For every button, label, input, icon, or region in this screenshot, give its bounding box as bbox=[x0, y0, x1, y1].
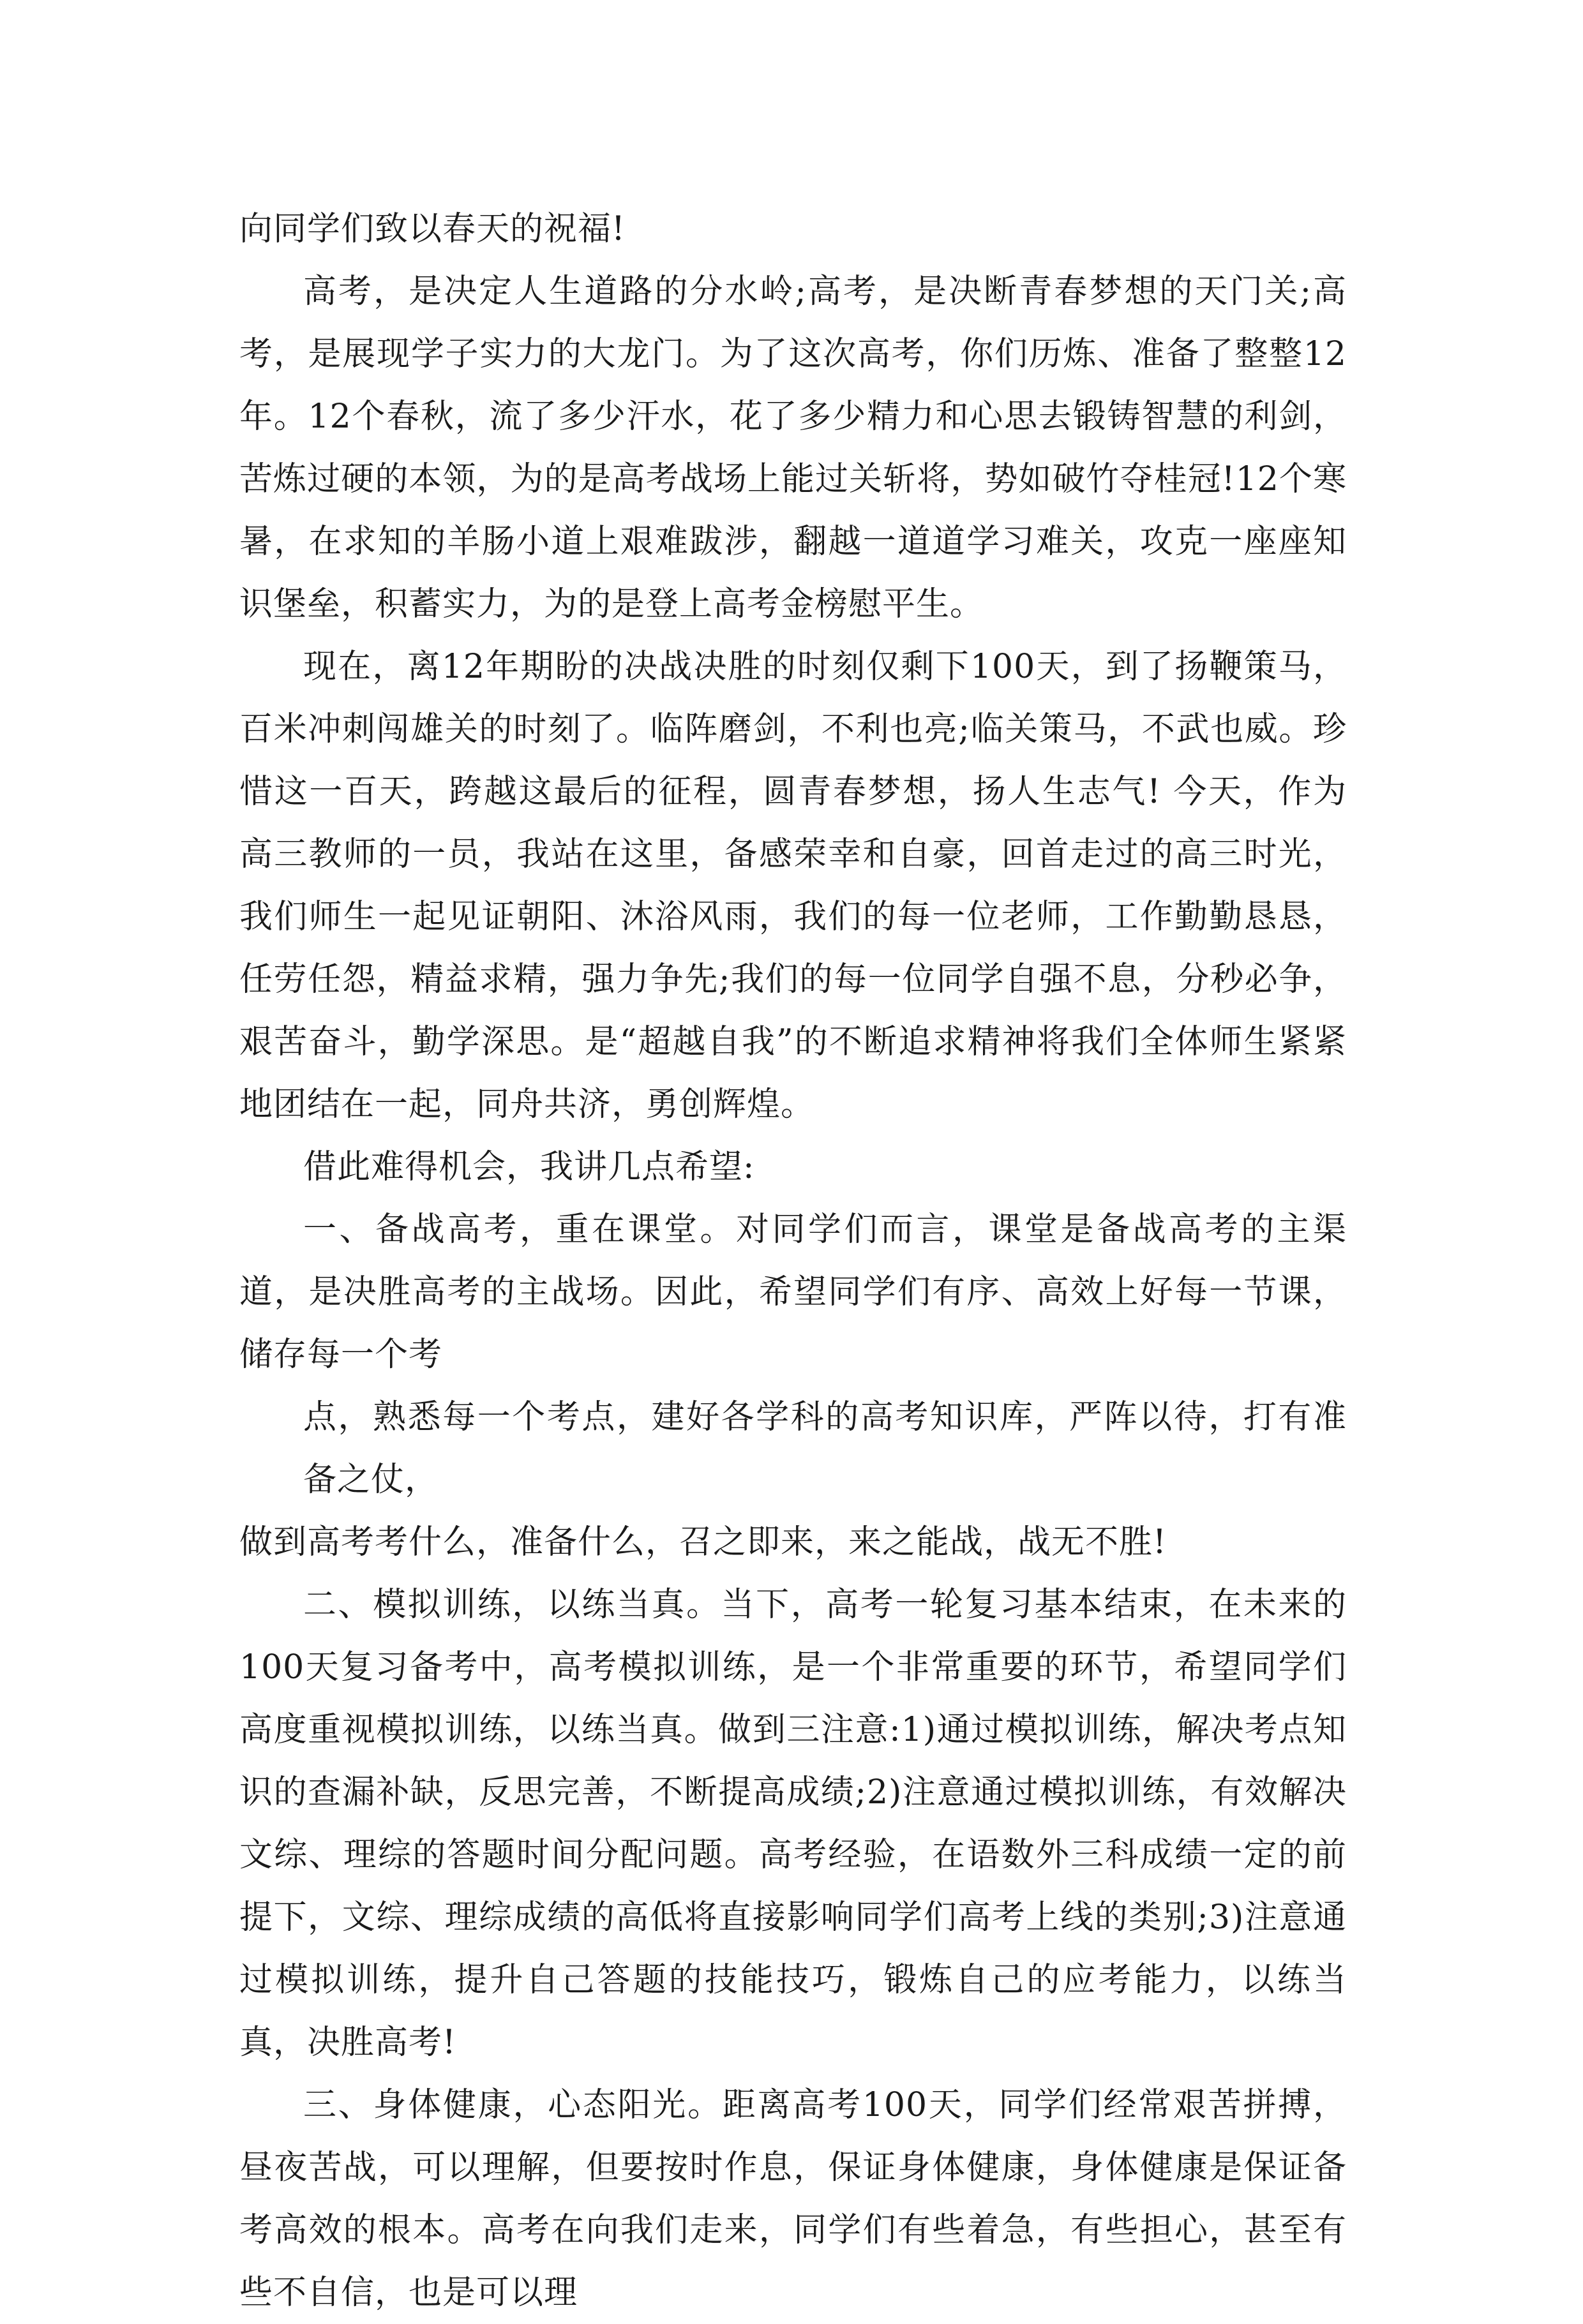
paragraph-gaokao-significance: 高考，是决定人生道路的分水岭;高考，是决断青春梦想的天门关;高考，是展现学子实力的大龙门。为了这次高考，你们历炼、准备了整整12年。12个春秋，流了多少汗水，花了多少精力和心思去锻铸智慧的利剑，苦炼过硬的本领，为的是高考战场上能过关斩将，势如破竹夺桂冠!12个寒暑，在求知的羊肠小道上艰难跋涉，翻越一道道学习难关，攻克一座座知识堡垒，积蓄实力，为的是登上高考金榜慰平生。 bbox=[239, 272, 1347, 623]
document-body bbox=[239, 198, 1347, 2324]
paragraph-hundred-days: 现在，离12年期盼的决战决胜的时刻仅剩下100天，到了扬鞭策马，百米冲刺闯雄关的时刻了。临阵磨剑，不利也亮;临关策马，不武也威。珍惜这一百天，跨越这最后的征程，圆青春梦想，扬人生志气! 今天，作为高三教师的一员，我站在这里，备感荣幸和自豪，回首走过的高三时光，我们师生一起见证朝阳、沐浴风雨，我们的每一位老师，工作勤勤恳恳，任劳任怨，精益求精，强力争先;我们的每一位同学自强不息，分秒必争，艰苦奋斗，勤学深思。是“超越自我”的不断追求精神将我们全体师生紧紧地团结在一起，同舟共济，勇创辉煌。 bbox=[239, 648, 1347, 1124]
paragraph-hope-mock-training: 二、模拟训练，以练当真。当下，高考一轮复习基本结束，在未来的100天复习备考中，高考模拟训练，是一个非常重要的环节，希望同学们高度重视模拟训练，以练当真。做到三注意:1)通过模拟训练，解决考点知识的查漏补缺，反思完善，不断提高成绩;2)注意通过模拟训练，有效解决文综、理综的答题时间分配问题。高考经验，在语数外三科成绩一定的前提下，文综、理综成绩的高低将直接影响同学们高考上线的类别;3)注意通过模拟训练，提升自己答题的技能技巧，锻炼自己的应考能力，以练当真，决胜高考! bbox=[239, 1586, 1347, 2062]
paragraph-hope-classroom-cont: 点，熟悉每一个考点，建好各学科的高考知识库，严阵以待，打有准备之仗， bbox=[303, 1398, 1347, 1499]
paragraph-hopes-intro: 借此难得机会，我讲几点希望: bbox=[303, 1148, 755, 1186]
paragraph-hope-classroom-end: 做到高考考什么，准备什么，召之即来，来之能战，战无不胜! bbox=[239, 1523, 1167, 1561]
paragraph-greeting: 向同学们致以春天的祝福! bbox=[239, 210, 626, 248]
paragraph-hope-classroom: 一、备战高考，重在课堂。对同学们而言，课堂是备战高考的主渠道，是决胜高考的主战场。因此，希望同学们有序、高效上好每一节课，储存每一个考 bbox=[239, 1210, 1347, 1374]
paragraph-hope-health: 三、身体健康，心态阳光。距离高考100天，同学们经常艰苦拼搏，昼夜苦战，可以理解，但要按时作息，保证身体健康，身体健康是保证备考高效的根本。高考在向我们走来，同学们有些着急，有些担心，甚至有些不自信，也是可以理 bbox=[239, 2086, 1347, 2312]
